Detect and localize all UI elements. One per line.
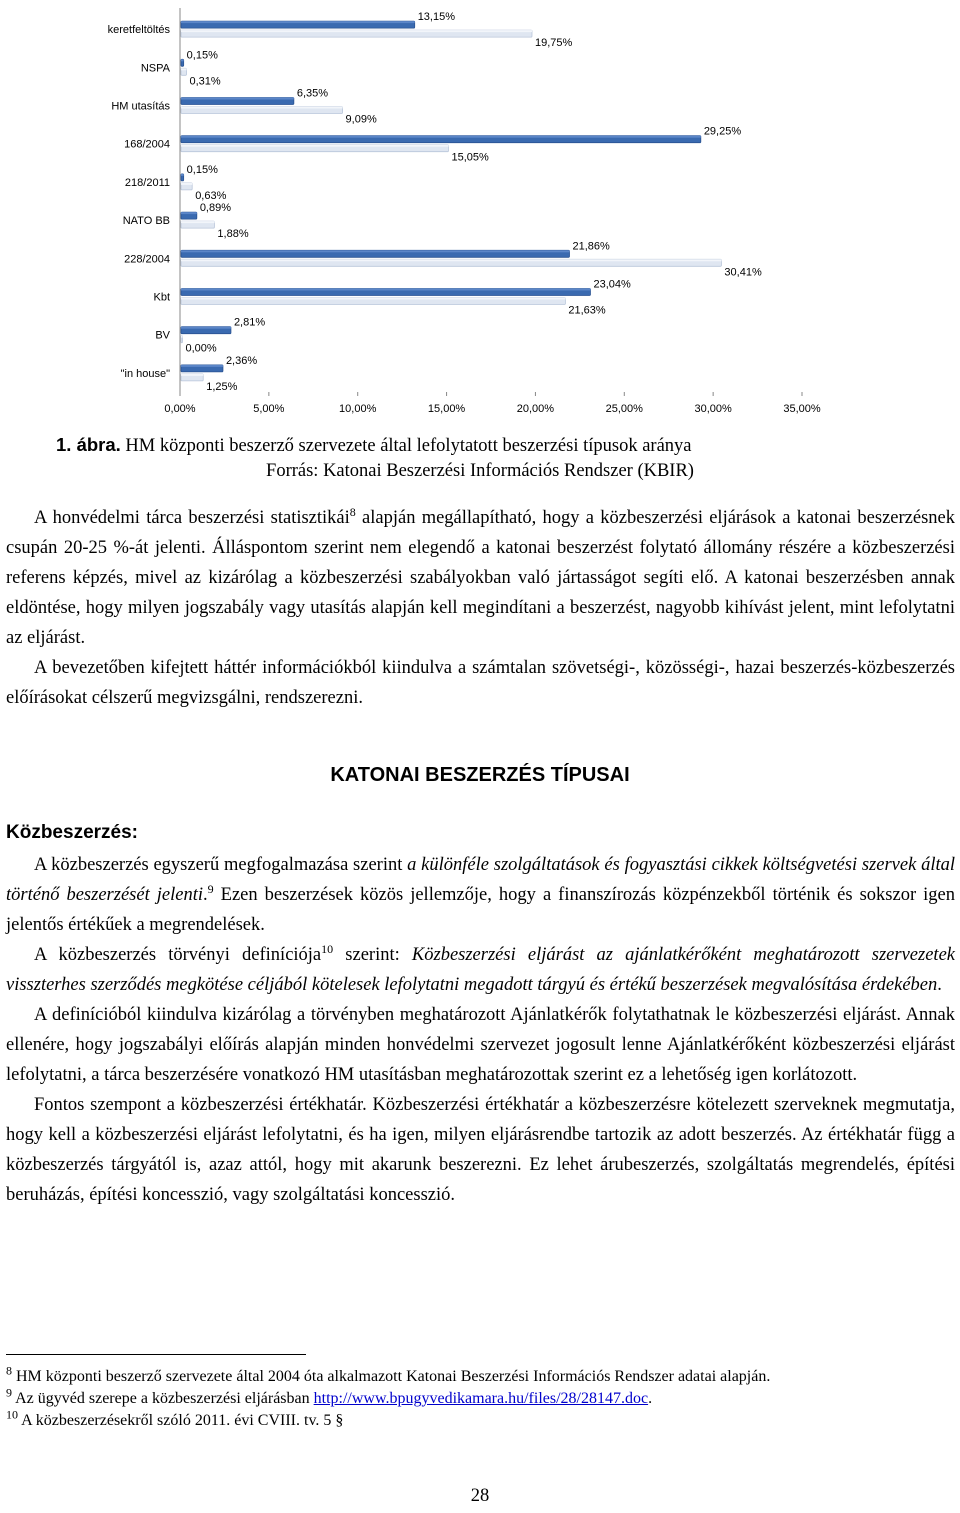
bar-highlight <box>181 98 294 100</box>
para4-text-c: . <box>937 975 942 995</box>
footnote-separator <box>6 1354 306 1355</box>
category-label: NATO BB <box>122 215 170 228</box>
bar-highlight <box>181 298 565 300</box>
paragraph-3 <box>6 850 955 940</box>
x-tick-label: 15,00% <box>427 403 466 415</box>
footnote-10 <box>6 1407 956 1432</box>
bar-highlight <box>181 107 343 109</box>
footnote-8-text: HM központi beszerző szervezete által 2004 óta alkalmazott Katonai Beszerzési Információs Rendszer adatai alapján. <box>12 1368 771 1385</box>
data-label: 15,05% <box>451 151 489 164</box>
footnote-9-after: . <box>648 1390 653 1407</box>
data-label: 1,25% <box>206 380 238 393</box>
subsection-heading: Közbeszerzés: <box>6 822 138 843</box>
paragraph-5: A definícióból kiindulva kizárólag a törvényben meghatározott Ajánlatkérők folytathatnak le közbeszerzési eljárást. Annak ellenére, hogy jogszabályi előírás alapján minden honvédelmi szervezet jogosult lenne Ajánlatkérőként közbeszerzési eljárást lefolytatni, a tárca beszerzésére vonatkozó HM utasításban meghatározottak szerint ez a lehetőség igen korlátozott. <box>6 1005 955 1085</box>
body-section-2 <box>6 850 955 1210</box>
footnote-9-text: Az ügyvéd szerepe a közbeszerzési eljárásban <box>12 1390 314 1407</box>
data-label: 0,63% <box>195 189 227 202</box>
data-label: 6,35% <box>296 87 329 100</box>
paragraph-2: A bevezetőben kifejtett háttér információkból kiindulva a számtalan szövetségi-, közösségi-, hazai beszerzés-közbeszerzés előírásokat célszerű megvizsgálni, rendszerezni. <box>6 658 955 708</box>
chart-category-labels <box>108 24 171 380</box>
bar-chart <box>0 0 960 420</box>
footnote-10-text: A közbeszerzésekről szóló 2011. évi CVIII. tv. 5 § <box>18 1412 344 1429</box>
bar-highlight <box>181 365 223 367</box>
bar-highlight <box>181 250 569 252</box>
data-label: 21,63% <box>568 304 606 317</box>
x-tick-label: 30,00% <box>694 403 732 415</box>
category-label: 218/2011 <box>124 176 170 189</box>
footnote-ref-8: 8 <box>349 504 356 519</box>
bar-highlight <box>181 212 197 214</box>
bar-highlight <box>181 259 721 261</box>
category-label: BV <box>155 329 170 342</box>
para4-text-a: A közbeszerzés törvényi definíciója <box>34 945 322 965</box>
para1-text-b: alapján megállapítható, hogy a közbeszerzési eljárások a katonai beszerzésnek csupán 20-25 %-át jelenti. Álláspontom szerint nem elegendő a katonai beszerzést folytató állomány részére a közbeszerzési referens képzés, mivel az kizárólag a közbeszerzési szabályokban való jártasságot segíti elő. A katonai beszerzésben annak eldöntése, hogy milyen jogszabály vagy utasítás alapján kell megindítani a beszerzést, nagyobb kihívást jelent, mint lefolytatni az eljárást. <box>6 508 955 648</box>
bar-highlight <box>181 21 415 23</box>
bar-highlight <box>181 30 532 32</box>
data-label: 0,31% <box>189 75 221 88</box>
category-label: NSPA <box>140 62 170 75</box>
category-label: 228/2004 <box>124 253 170 266</box>
chart-bars <box>181 11 762 393</box>
data-label: 19,75% <box>534 37 573 50</box>
data-label: 0,00% <box>185 342 217 355</box>
para1-text-a: A honvédelmi tárca beszerzési statisztikái <box>34 508 350 528</box>
footnotes <box>6 1363 956 1432</box>
footnote-8-number: 8 <box>6 1363 12 1378</box>
figure-caption <box>56 432 692 459</box>
footnote-9 <box>6 1385 956 1410</box>
paragraph-4 <box>6 940 955 1000</box>
bar-highlight <box>181 374 203 376</box>
para4-italic: Közbeszerzési eljárást az ajánlatkérőként meghatározott szervezetek visszterhes szerződés megkötése céljából kötelesek lefolytatni megadott tárgyú és értékű beszerzések megvalósítása érdekében <box>6 945 955 995</box>
para4-text-b: szerint: <box>333 945 412 965</box>
footnote-10-number: 10 <box>6 1407 18 1422</box>
footnote-ref-9: 9 <box>207 881 214 896</box>
data-label: 2,36% <box>225 354 258 367</box>
figure-source: Forrás: Katonai Beszerzési Információs Rendszer (KBIR) <box>266 461 694 481</box>
bar-highlight <box>181 68 187 70</box>
footnote-8 <box>6 1363 956 1388</box>
category-label: Kbt <box>153 291 170 304</box>
x-tick-label: 0,00% <box>164 403 196 415</box>
category-label: keretfeltöltés <box>107 24 170 37</box>
x-tick-label: 25,00% <box>605 403 643 415</box>
para3-italic: a különféle szolgáltatások és fogyasztási cikkek költségvetési szervek által történő beszerzését jelenti <box>6 855 955 905</box>
bar-highlight <box>181 136 701 138</box>
bar-highlight <box>181 174 184 176</box>
para3-text-c: Ezen beszerzések közös jellemzője, hogy a finanszírozás közpénzekből történik és sokszor igen jelentős értékűek a megrendelések. <box>6 885 956 935</box>
para3-text-b: . <box>202 885 208 905</box>
x-tick-label: 5,00% <box>253 403 285 415</box>
bar-highlight <box>181 336 183 338</box>
x-tick-label: 20,00% <box>516 403 555 415</box>
category-label: 168/2004 <box>124 138 170 151</box>
data-label: 0,15% <box>186 49 218 62</box>
data-label: 0,89% <box>199 202 232 215</box>
category-label: "in house" <box>120 367 170 380</box>
bar-highlight <box>181 221 214 223</box>
bar-highlight <box>181 59 184 61</box>
page-number: 28 <box>470 1486 490 1506</box>
data-label: 21,86% <box>572 240 610 253</box>
category-label: HM utasítás <box>111 100 170 113</box>
figure-label: 1. ábra. <box>56 434 121 455</box>
bar-highlight <box>181 183 192 185</box>
bar-highlight <box>181 327 231 329</box>
x-tick-label: 35,00% <box>783 403 821 415</box>
chart-x-ticks <box>164 392 820 415</box>
data-label: 9,09% <box>345 113 377 126</box>
data-label: 0,15% <box>186 163 218 176</box>
bar-highlight <box>181 289 590 291</box>
footnote-9-number: 9 <box>6 1385 12 1400</box>
figure-title: HM központi beszerző szervezete által lefolytatott beszerzési típusok aránya <box>125 436 692 456</box>
bar-highlight <box>181 145 448 147</box>
data-label: 1,88% <box>217 228 249 241</box>
x-tick-label: 10,00% <box>339 403 377 415</box>
footnote-9-link[interactable]: http://www.bpugyvedikamara.hu/files/28/28147.doc <box>313 1390 649 1407</box>
paragraph-1 <box>6 503 955 653</box>
paragraph-6: Fontos szempont a közbeszerzési értékhatár. Közbeszerzési értékhatár a közbeszerzésre kötelezett szerveknek megmutatja, hogy kell a közbeszerzési eljárást lefolytatni, és ha igen, milyen eljárásrendbe tartozik az adott beszerzés. Az értékhatár függ a közbeszerzés tárgyától is, azaz attól, hogy mit akarunk beszerezni. Ez lehet árubeszerzés, szolgáltatás megrendelés, építési beruházás, építési koncesszió, vagy szolgáltatási koncesszió. <box>6 1095 955 1205</box>
data-label: 13,15% <box>417 11 456 24</box>
data-label: 29,25% <box>703 125 742 138</box>
footnote-ref-10: 10 <box>321 941 334 956</box>
para3-text-a: A közbeszerzés egyszerű megfogalmazása szerint <box>34 855 408 875</box>
section-heading: KATONAI BESZERZÉS TÍPUSAI <box>330 764 630 786</box>
data-label: 23,04% <box>593 278 631 291</box>
data-label: 30,41% <box>724 266 762 279</box>
body-section-1 <box>6 503 955 713</box>
data-label: 2,81% <box>233 316 266 329</box>
